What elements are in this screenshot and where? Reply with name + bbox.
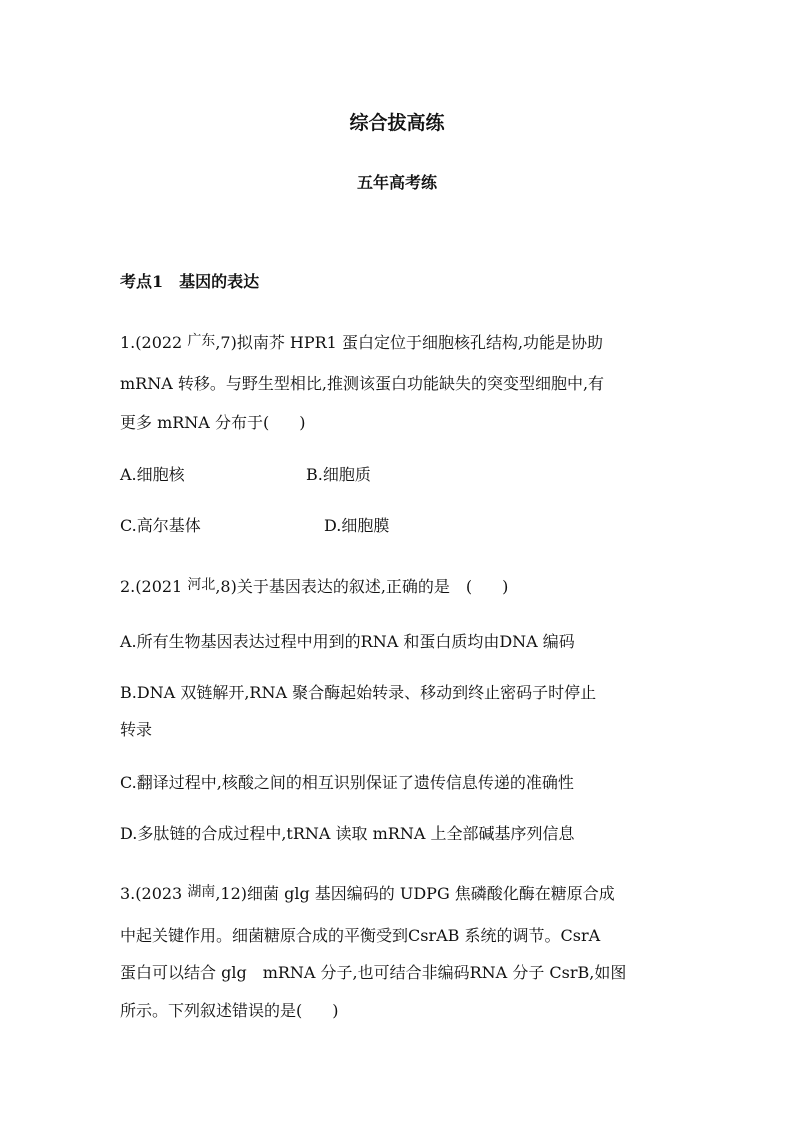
q1-stem-text-3: 更多 mRNA 分布于( <box>120 413 270 432</box>
q3-stem-text-4: 所示。下列叙述错误的是( <box>120 1001 303 1020</box>
q2-option-b-line-1: B.DNA 双链解开,RNA 聚合酶起始转录、移动到终止密码子时停止 <box>120 683 597 702</box>
q3-stem-text-1: ,12)细菌 glg 基因编码的 UDPG 焦磷酸化酶在糖原合成 <box>215 884 615 903</box>
page-subtitle: 五年高考练 <box>356 173 437 192</box>
q1-stem-line-2: mRNA 转移。与野生型相比,推测该蛋白功能缺失的突变型细胞中,有 <box>120 374 605 393</box>
q3-stem-close-paren: ) <box>332 1001 339 1020</box>
q2-stem-line-1 <box>120 577 508 598</box>
q1-stem-line-1 <box>120 333 603 354</box>
q1-stem-text-1: ,7)拟南芥 HPR1 蛋白定位于细胞核孔结构,功能是协助 <box>215 333 604 352</box>
q2-province: 河北 <box>187 577 216 593</box>
q2-number: 2.(2021 <box>120 577 188 596</box>
q3-stem-line-2: 中起关键作用。细菌糖原合成的平衡受到CsrAB 系统的调节。CsrA <box>120 926 601 945</box>
q1-option-d: D.细胞膜 <box>324 516 390 535</box>
q1-option-c: C.高尔基体 <box>120 516 201 535</box>
page-title: 综合拔高练 <box>349 112 445 134</box>
q1-option-b: B.细胞质 <box>306 465 371 484</box>
q3-stem-line-3: 蛋白可以结合 glg mRNA 分子,也可结合非编码RNA 分子 CsrB,如图 <box>120 963 627 982</box>
q1-stem-close-paren: ) <box>299 413 306 432</box>
q3-stem-line-1 <box>120 884 615 905</box>
q2-option-c: C.翻译过程中,核酸之间的相互识别保证了遗传信息传递的准确性 <box>120 773 574 792</box>
q2-stem-close-paren: ) <box>502 577 509 596</box>
section-heading: 考点1 基因的表达 <box>120 272 260 291</box>
q2-option-d: D.多肽链的合成过程中,tRNA 读取 mRNA 上全部碱基序列信息 <box>120 824 575 843</box>
q1-number: 1.(2022 <box>120 333 188 352</box>
q3-province: 湖南 <box>187 884 216 900</box>
q3-stem-line-4 <box>120 1001 339 1021</box>
q2-option-a: A.所有生物基因表达过程中用到的RNA 和蛋白质均由DNA 编码 <box>120 632 575 651</box>
q1-stem-line-3 <box>120 413 305 433</box>
q3-number: 3.(2023 <box>120 884 188 903</box>
q1-option-a: A.细胞核 <box>120 465 185 484</box>
q1-province: 广东 <box>187 333 216 349</box>
q2-option-b-line-2: 转录 <box>120 720 153 739</box>
q2-stem-text-1: ,8)关于基因表达的叙述,正确的是 ( <box>215 577 473 596</box>
